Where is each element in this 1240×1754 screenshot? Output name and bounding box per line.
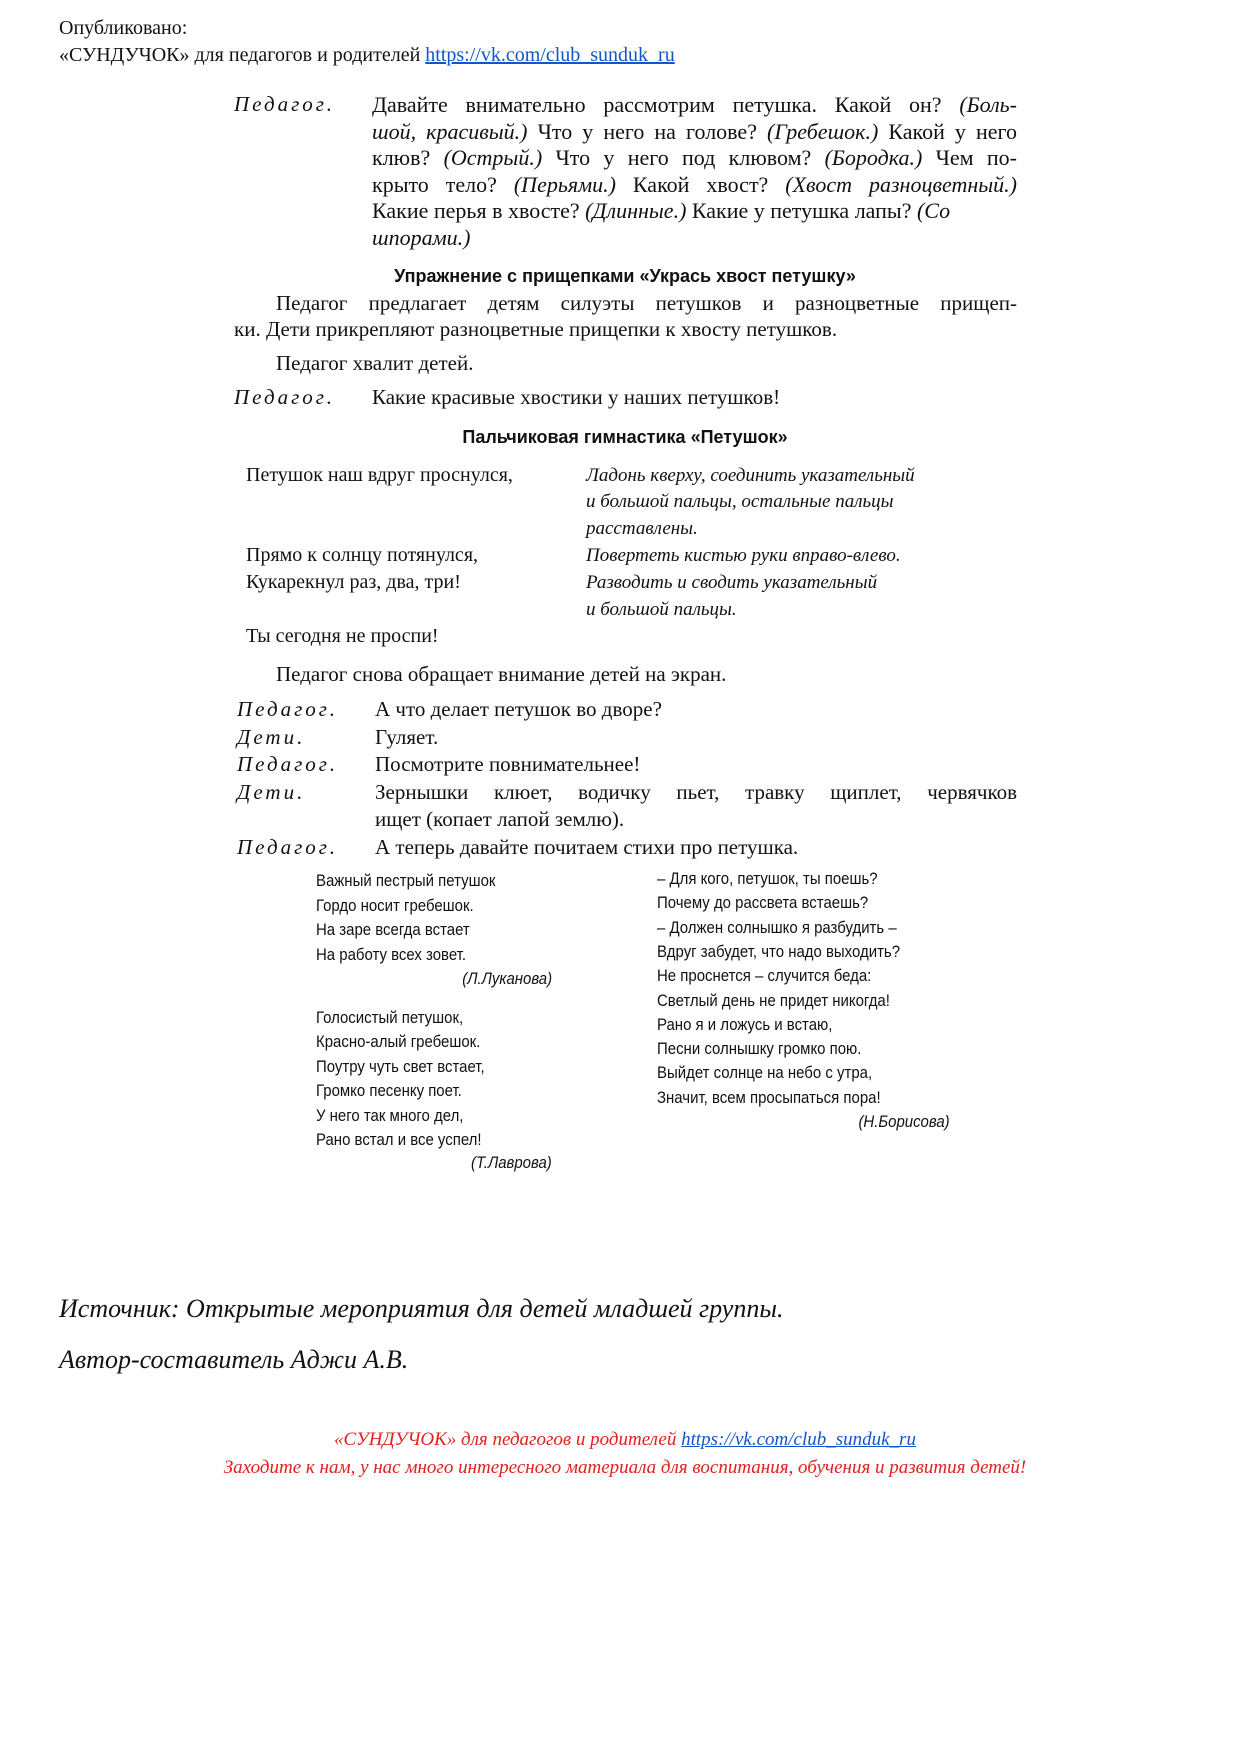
- intro-line: [372, 118, 1017, 144]
- exercise-title: Упражнение с прищепками «Укрась хвост петушку»: [394, 266, 856, 286]
- answer-text: (Длинные.): [585, 198, 687, 223]
- answer-text: (Со: [916, 198, 951, 223]
- dialogue-text: А теперь давайте почитаем стихи про петушка.: [375, 835, 799, 859]
- poem-line: Песни солнышку громко пою.: [657, 1039, 862, 1059]
- publisher-line: [59, 45, 675, 65]
- finger-title: Пальчиковая гимнастика «Петушок»: [462, 427, 788, 447]
- poem-line: Почему до рассвета встаешь?: [657, 893, 869, 913]
- vk-link[interactable]: https://vk.com/club_sunduk_ru: [425, 44, 675, 66]
- poem-line: Рано я и ложусь и встаю,: [657, 1014, 833, 1034]
- poem-line: Выйдет солнце на небо с утра,: [657, 1063, 873, 1083]
- poem-line: Громко песенку поет.: [316, 1081, 462, 1101]
- finger-right-line: и большой пальцы.: [586, 599, 737, 620]
- author-line: Автор-составитель Аджи А.В.: [59, 1345, 409, 1374]
- question-text: Какие у петушка лапы?: [686, 198, 917, 223]
- speaker-label: Дети.: [237, 724, 306, 749]
- dialogue-text: Посмотрите повнимательнее!: [375, 752, 641, 777]
- footer-invite: Заходите к нам, у нас много интересного материала для воспитания, обучения и развития детей!: [223, 1457, 1027, 1478]
- answer-text: (Хвост разноцветный.): [785, 171, 1017, 197]
- poem-line: У него так много дел,: [316, 1105, 464, 1125]
- dialogue-text: Гуляет.: [375, 724, 439, 749]
- footer-publisher-line: [0, 1430, 1240, 1449]
- speaker-label: Педагог.: [237, 752, 338, 777]
- finger-right-line: Ладонь кверху, соединить указательный: [586, 465, 915, 486]
- poem-line: – Должен солнышко я разбудить –: [657, 917, 897, 937]
- question-text: Что у него на голове?: [527, 118, 768, 144]
- source-line: Источник: Открытые мероприятия для детей младшей группы.: [59, 1294, 784, 1323]
- poem-line: Вдруг забудет, что надо выходить?: [657, 941, 901, 961]
- poem-line: Красно-алый гребешок.: [316, 1032, 481, 1052]
- finger-left-line: Ты сегодня не проспи!: [246, 625, 439, 647]
- finger-left-line: Кукарекнул раз, два, три!: [246, 571, 461, 593]
- dialogue-text: А что делает петушок во дворе?: [375, 697, 662, 721]
- intro-line: [372, 200, 1017, 222]
- exercise-speech: Какие красивые хвостики у наших петушков!: [372, 385, 781, 409]
- poem-line: Значит, всем просыпаться пора!: [657, 1087, 881, 1107]
- answer-text: шой, красивый.): [372, 118, 528, 144]
- intro-line: [372, 171, 1017, 197]
- dialogue-text: Зернышки клюет, водичку пьет, травку щиплет, червячков: [375, 779, 1017, 804]
- finger-right-line: расставлены.: [586, 518, 698, 539]
- poem-line: На работу всех зовет.: [316, 944, 466, 964]
- dialogue-text: ищет (копает лапой землю).: [375, 807, 625, 832]
- exercise-para-1: Педагог предлагает детям силуэты петушков и разноцветные прищеп-: [276, 291, 1017, 315]
- question-text: Чем по-: [922, 145, 1017, 170]
- poem-line: Голосистый петушок,: [316, 1008, 464, 1027]
- poem-author: (Т.Лаврова): [471, 1153, 552, 1172]
- poem-line: Поутру чуть свет встает,: [316, 1056, 485, 1076]
- poem-line: Не проснется – случится беда:: [657, 966, 872, 986]
- question-text: Что у него под клювом?: [542, 145, 825, 170]
- publisher-name: «СУНДУЧОК» для педагогов и родителей: [59, 44, 421, 66]
- exercise-praise: Педагог хвалит детей.: [276, 351, 474, 375]
- speaker-label: Педагог.: [234, 92, 335, 116]
- intro-line: [372, 94, 1017, 116]
- speaker-label: Педагог.: [237, 835, 338, 859]
- speaker-label: Педагог.: [234, 385, 335, 409]
- poem-author: (Л.Луканова): [462, 969, 552, 988]
- answer-text: (Бородка.): [824, 145, 923, 170]
- question-text: Давайте внимательно рассмотрим петушка. Какой он?: [372, 92, 960, 117]
- answer-text: (Перьями.): [513, 171, 616, 197]
- answer-text: (Острый.): [443, 145, 543, 170]
- poem-line: На заре всегда встает: [316, 920, 470, 939]
- intro-line: [372, 224, 1017, 250]
- finger-right-line: Повертеть кистью руки вправо-влево.: [586, 545, 901, 566]
- question-text: клюв?: [372, 145, 444, 170]
- answer-text: (Боль-: [959, 92, 1017, 117]
- footer-publisher: «СУНДУЧОК» для педагогов и родителей: [334, 1429, 677, 1450]
- answer-text: (Гребешок.): [767, 118, 879, 144]
- footer-vk-link[interactable]: https://vk.com/club_sunduk_ru: [681, 1429, 916, 1450]
- speaker-label: Педагог.: [237, 697, 338, 721]
- dialogue-intro: Педагог снова обращает внимание детей на экран.: [276, 662, 727, 686]
- question-text: крыто тело?: [372, 171, 514, 197]
- answer-text: шпорами.): [372, 224, 471, 250]
- poem-line: – Для кого, петушок, ты поешь?: [657, 869, 878, 888]
- poem-line: Гордо носит гребешок.: [316, 895, 474, 915]
- published-label: Опубликовано:: [59, 17, 188, 39]
- finger-right-line: Разводить и сводить указательный: [586, 572, 878, 593]
- poem-author: (Н.Борисова): [858, 1112, 950, 1131]
- intro-line: [372, 147, 1017, 169]
- question-text: Какой у него: [878, 118, 1017, 144]
- speaker-label: Дети.: [237, 779, 306, 804]
- poem-line: Рано встал и все успел!: [316, 1130, 482, 1149]
- finger-right-line: и большой пальцы, остальные пальцы: [586, 491, 894, 512]
- poem-line: Важный пестрый петушок: [316, 871, 496, 890]
- exercise-para-2: ки. Дети прикрепляют разноцветные прищепки к хвосту петушков.: [234, 317, 838, 341]
- poem-line: Светлый день не придет никогда!: [657, 990, 890, 1010]
- finger-left-line: Петушок наш вдруг проснулся,: [246, 464, 513, 486]
- finger-left-line: Прямо к солнцу потянулся,: [246, 544, 479, 566]
- question-text: Какие перья в хвосте?: [372, 198, 586, 223]
- question-text: Какой хвост?: [615, 171, 786, 197]
